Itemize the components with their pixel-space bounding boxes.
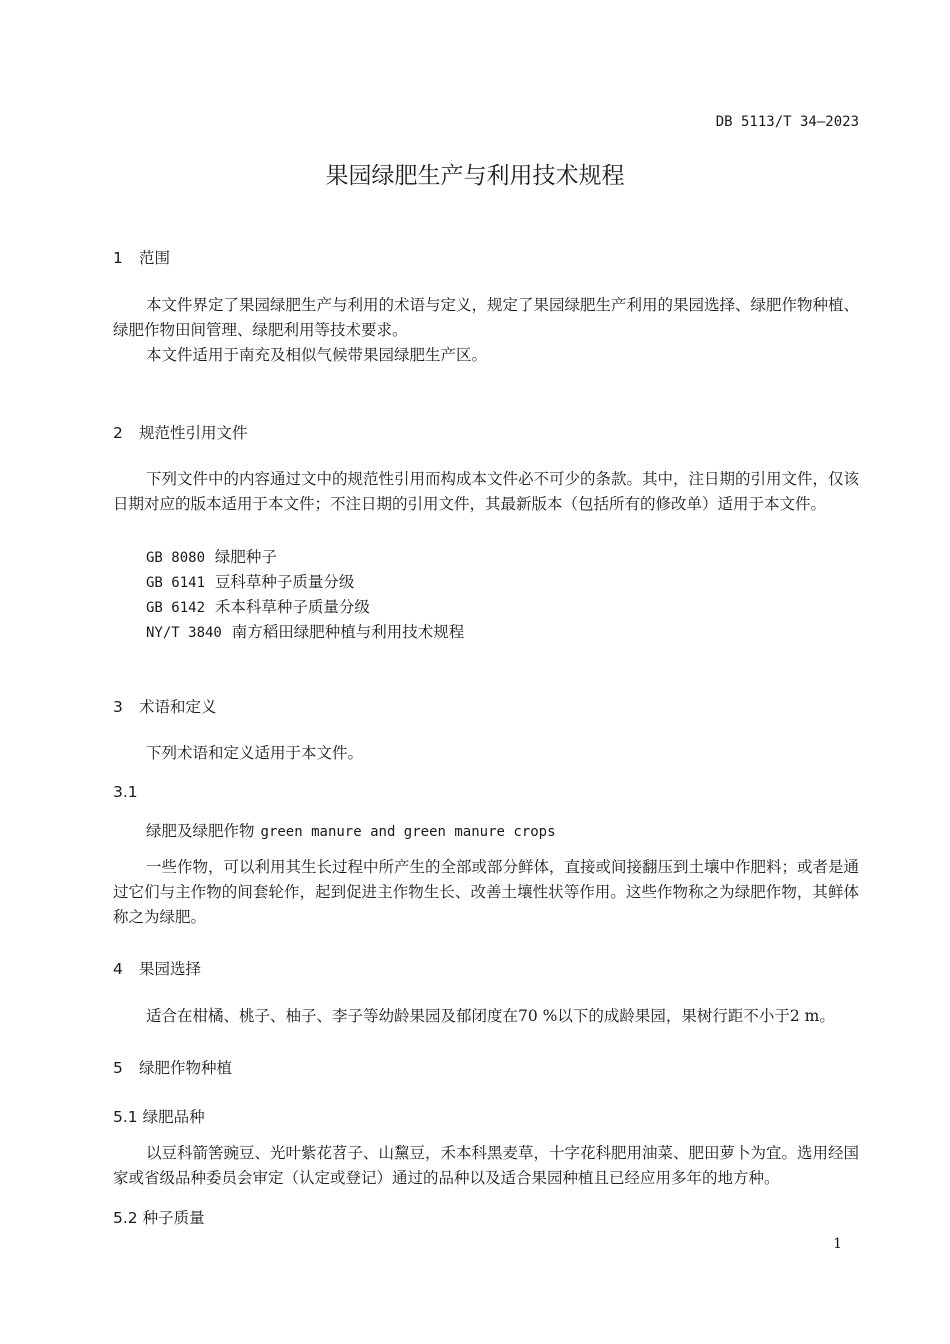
document-title: 果园绿肥生产与利用技术规程 (325, 163, 625, 189)
section-number: 4 (113, 960, 123, 978)
section-title: 果园选择 (139, 960, 202, 978)
section-2-paragraph-1: 下列文件中的内容通过文中的规范性引用而构成本文件必不可少的条款。其中，注日期的引用文件，仅该日期对应的版本适用于本文件；不注日期的引用文件，其最新版本（包括所有的修改单）适用于本文件。 (113, 470, 860, 513)
page-number: 1 (833, 1236, 842, 1252)
section-1-paragraph-2: 本文件适用于南充及相似气候带果园绿肥生产区。 (146, 346, 488, 364)
section-3-paragraph-1: 下列术语和定义适用于本文件。 (146, 744, 364, 762)
section-1-heading (113, 246, 170, 268)
reference-code: GB 6141 (146, 575, 206, 591)
section-5-heading (113, 1056, 232, 1078)
section-number: 5 (113, 1059, 123, 1077)
subsection-number: 5.1 (113, 1108, 138, 1126)
subsection-5-2-heading (113, 1206, 205, 1228)
subsection-title: 种子质量 (142, 1209, 205, 1227)
section-number: 3 (113, 698, 123, 716)
reference-item (146, 620, 464, 642)
subsection-title: 绿肥品种 (142, 1108, 205, 1126)
reference-item (146, 545, 277, 567)
reference-name: 南方稻田绿肥种植与利用技术规程 (231, 623, 465, 641)
reference-name: 豆科草种子质量分级 (214, 573, 355, 591)
section-4-heading (113, 957, 201, 979)
section-3-heading (113, 695, 217, 717)
section-title: 术语和定义 (139, 698, 217, 716)
section-number: 1 (113, 249, 123, 267)
section-4-paragraph-1: 适合在柑橘、桃子、柚子、李子等幼龄果园及郁闭度在70 %以下的成龄果园，果树行距不小于2 m。 (146, 1007, 835, 1025)
section-title: 规范性引用文件 (139, 424, 248, 442)
reference-item (146, 570, 354, 592)
subsection-5-1-paragraph: 以豆科箭筈豌豆、光叶紫花苕子、山黧豆，禾本科黑麦草，十字花科肥用油菜、肥田萝卜为宜。选用经国家或省级品种委员会审定（认定或登记）通过的品种以及适合果园种植且已经应用多年的地方种。 (113, 1144, 860, 1187)
subsection-5-1-heading (113, 1105, 205, 1127)
term-entry (146, 819, 556, 841)
reference-name: 绿肥种子 (214, 548, 277, 566)
term-definition: 一些作物，可以利用其生长过程中所产生的全部或部分鲜体，直接或间接翻压到土壤中作肥料；或者是通过它们与主作物的间套轮作，起到促进主作物生长、改善土壤性状等作用。这些作物称之为绿肥作物，其鲜体称之为绿肥。 (113, 858, 860, 926)
section-number: 2 (113, 424, 123, 442)
term-english: green manure and green manure crops (260, 824, 556, 840)
reference-code: GB 6142 (146, 600, 206, 616)
document-code: DB 5113/T 34—2023 (715, 114, 859, 130)
subsection-3-1-number: 3.1 (113, 783, 138, 801)
section-1-paragraph-1: 本文件界定了果园绿肥生产与利用的术语与定义，规定了果园绿肥生产利用的果园选择、绿肥作物种植、绿肥作物田间管理、绿肥利用等技术要求。 (113, 296, 860, 339)
reference-name: 禾本科草种子质量分级 (214, 598, 370, 616)
reference-code: GB 8080 (146, 550, 206, 566)
section-2-heading (113, 421, 248, 443)
subsection-number: 5.2 (113, 1209, 138, 1227)
term-chinese: 绿肥及绿肥作物 (146, 822, 255, 840)
reference-item (146, 595, 370, 617)
section-title: 范围 (139, 249, 171, 267)
section-title: 绿肥作物种植 (139, 1059, 233, 1077)
reference-code: NY/T 3840 (146, 625, 222, 641)
